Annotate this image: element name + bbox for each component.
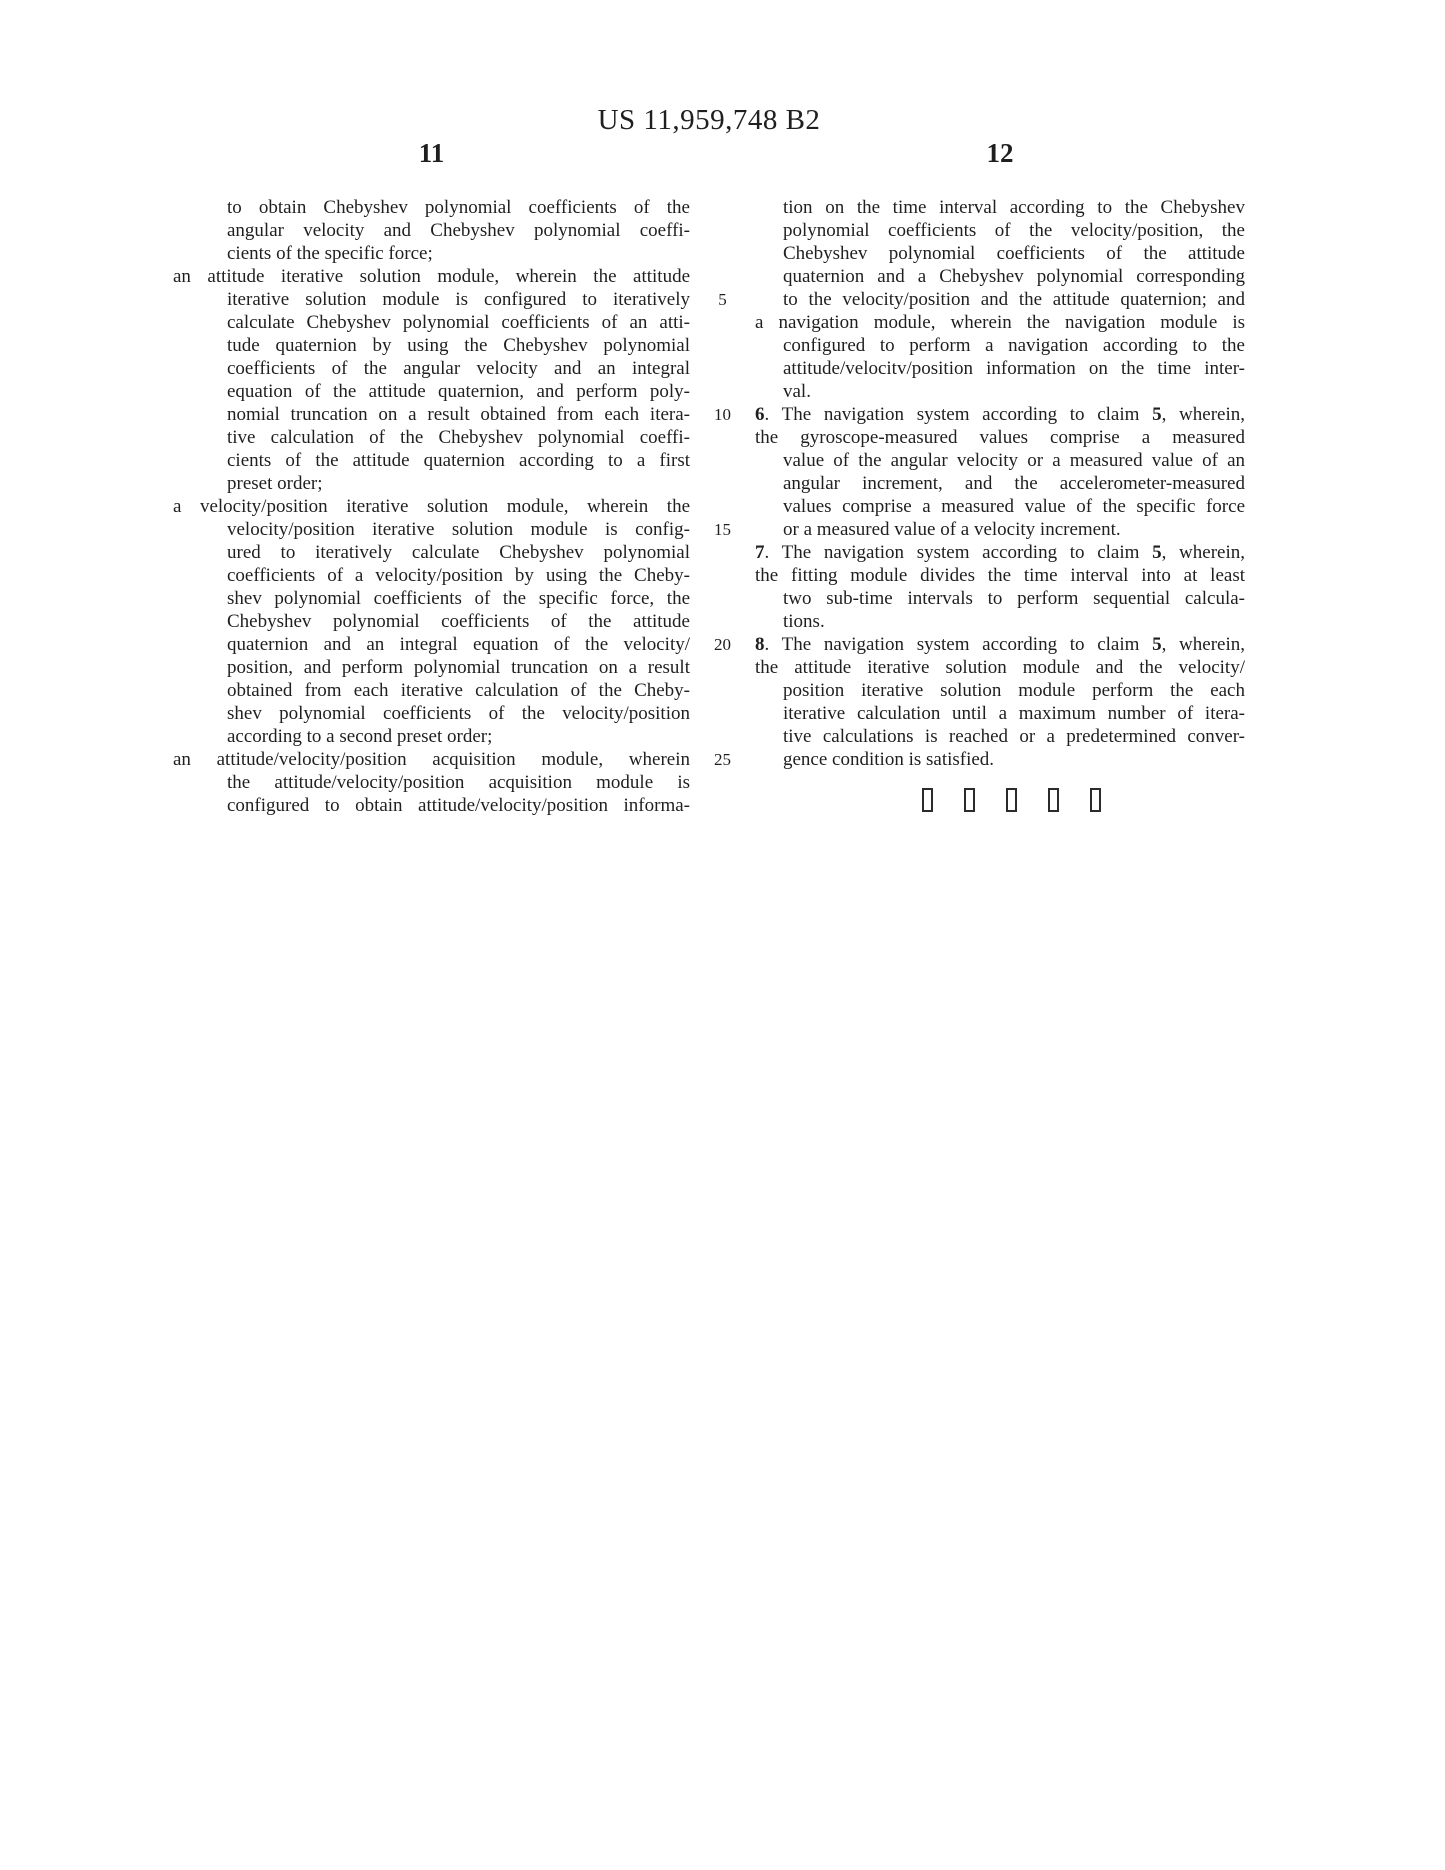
- claim-text-line: two sub-time intervals to perform sequential calcula-: [783, 588, 1245, 609]
- claim-text-line: tive calculations is reached or a predetermined conver-: [783, 726, 1245, 747]
- gutter-line-number: 25: [714, 750, 731, 769]
- gutter-line-number: 15: [714, 520, 731, 539]
- claim-text-line: the gyroscope-measured values comprise a measured: [755, 427, 1245, 448]
- claim-text-line: quaternion and an integral equation of the velocity/: [227, 634, 690, 655]
- claim-text-line: val.: [783, 381, 811, 402]
- claim-text-line: 7. The navigation system according to claim 5, wherein,: [755, 542, 1245, 563]
- claim-text-line: position iterative solution module perform the each: [783, 680, 1245, 701]
- claim-text-line: shev polynomial coefficients of the specific force, the: [227, 588, 690, 609]
- claim-text-line: the attitude/velocity/position acquisition module is: [227, 772, 690, 793]
- claim-text-line: the fitting module divides the time interval into at least: [755, 565, 1245, 586]
- claim-text-line: to obtain Chebyshev polynomial coefficients of the: [227, 197, 690, 218]
- claim-text-line: coefficients of the angular velocity and an integral: [227, 358, 690, 379]
- claim-text-line: coefficients of a velocity/position by using the Cheby-: [227, 565, 690, 586]
- claim-text-line: values comprise a measured value of the specific force: [783, 496, 1245, 517]
- claim-text-line: tude quaternion by using the Chebyshev polynomial: [227, 335, 690, 356]
- left-column-number: 11: [418, 138, 445, 168]
- empty-box-glyph: [1006, 788, 1017, 812]
- claim-text-line: Chebyshev polynomial coefficients of the attitude: [783, 243, 1245, 264]
- claim-text-line: value of the angular velocity or a measured value of an: [783, 450, 1245, 471]
- claim-text-line: a navigation module, wherein the navigation module is: [755, 312, 1245, 333]
- gutter-line-number: 20: [714, 635, 731, 654]
- publication-number: US 11,959,748 B2: [597, 104, 821, 136]
- right-column: [755, 196, 1245, 812]
- claim-text-line: a velocity/position iterative solution module, wherein the: [173, 496, 690, 517]
- gutter-line-number: 10: [714, 405, 731, 424]
- claim-text-line: configured to obtain attitude/velocity/position informa-: [227, 795, 690, 816]
- claim-text-line: Chebyshev polynomial coefficients of the attitude: [227, 611, 690, 632]
- claim-text-line: angular increment, and the accelerometer-measured: [783, 473, 1245, 494]
- claim-text-line: according to a second preset order;: [227, 726, 493, 747]
- claim-text-line: ured to iteratively calculate Chebyshev polynomial: [227, 542, 690, 563]
- empty-box-glyph: [922, 788, 933, 812]
- claim-text-line: iterative calculation until a maximum number of itera-: [783, 703, 1245, 724]
- claim-text-line: nomial truncation on a result obtained from each itera-: [227, 404, 690, 425]
- claim-text-line: position, and perform polynomial truncation on a result: [227, 657, 690, 678]
- line-number-gutter: [690, 196, 755, 816]
- claim-text-line: 6. The navigation system according to claim 5, wherein,: [755, 404, 1245, 425]
- claim-text-line: preset order;: [227, 473, 323, 494]
- end-of-claims-marks: [755, 788, 1245, 812]
- claim-text-line: 8. The navigation system according to claim 5, wherein,: [755, 634, 1245, 655]
- claim-text-line: tive calculation of the Chebyshev polynomial coeffi-: [227, 427, 690, 448]
- claim-text-line: an attitude/velocity/position acquisition module, wherein: [173, 749, 690, 770]
- gutter-line-number: 5: [718, 290, 727, 309]
- claim-text-line: tions.: [783, 611, 825, 632]
- claim-text-line: equation of the attitude quaternion, and perform poly-: [227, 381, 690, 402]
- claim-text-line: gence condition is satisfied.: [783, 749, 995, 770]
- claim-text-line: velocity/position iterative solution module is config-: [227, 519, 690, 540]
- claim-text-line: attitude/velocitv/position information on the time inter-: [783, 358, 1245, 379]
- claim-text-line: calculate Chebyshev polynomial coefficients of an atti-: [227, 312, 690, 333]
- empty-box-glyph: [1048, 788, 1059, 812]
- claim-text-line: shev polynomial coefficients of the velocity/position: [227, 703, 690, 724]
- claim-text-line: quaternion and a Chebyshev polynomial corresponding: [783, 266, 1245, 287]
- claim-text-line: angular velocity and Chebyshev polynomial coeffi-: [227, 220, 690, 241]
- right-column-number: 12: [986, 138, 1014, 168]
- claim-text-line: obtained from each iterative calculation of the Cheby-: [227, 680, 690, 701]
- left-column: [173, 196, 690, 817]
- claim-text-line: to the velocity/position and the attitude quaternion; and: [783, 289, 1245, 310]
- claim-text-line: cients of the attitude quaternion according to a first: [227, 450, 690, 471]
- claim-text-line: cients of the specific force;: [227, 243, 433, 264]
- claim-text-line: an attitude iterative solution module, wherein the attitude: [173, 266, 690, 287]
- empty-box-glyph: [1090, 788, 1101, 812]
- claim-text-line: iterative solution module is configured to iteratively: [227, 289, 690, 310]
- empty-box-glyph: [964, 788, 975, 812]
- claim-text-line: the attitude iterative solution module and the velocity/: [755, 657, 1245, 678]
- claim-text-line: tion on the time interval according to the Chebyshev: [783, 197, 1245, 218]
- claim-text-line: polynomial coefficients of the velocity/position, the: [783, 220, 1245, 241]
- claim-text-line: or a measured value of a velocity increment.: [783, 519, 1121, 540]
- claim-text-line: configured to perform a navigation according to the: [783, 335, 1245, 356]
